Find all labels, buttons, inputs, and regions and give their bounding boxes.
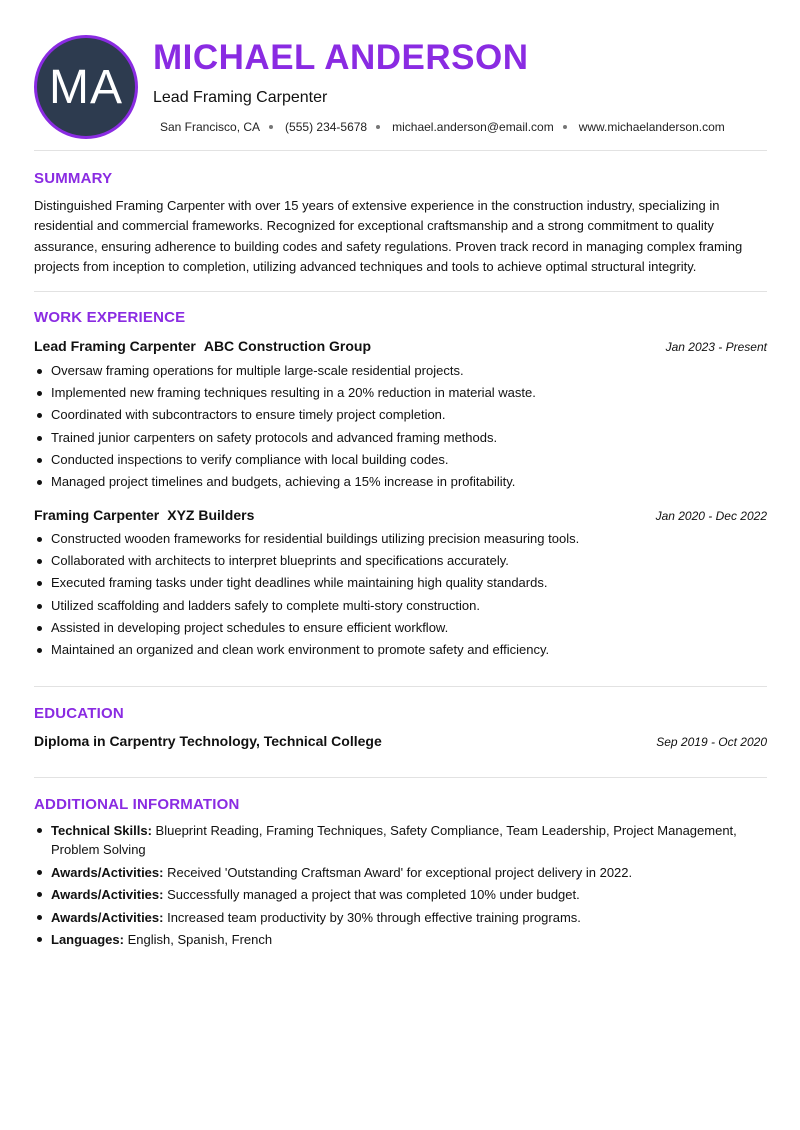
job-company: XYZ Builders — [167, 507, 255, 523]
item-text: Successfully managed a project that was completed 10% under budget. — [167, 887, 580, 902]
education-heading: EDUCATION — [34, 705, 124, 722]
job-bullets — [34, 528, 767, 661]
job-bullets — [34, 360, 767, 493]
job-header — [34, 338, 767, 354]
job-dates: Jan 2023 - Present — [665, 340, 767, 354]
divider — [34, 686, 767, 687]
item-text: Increased team productivity by 30% through effective training programs. — [167, 909, 581, 925]
education-degree: Diploma in Carpentry Technology, Technical College — [34, 733, 382, 749]
contact-phone: (555) 234-5678 — [285, 120, 368, 134]
separator-dot-icon — [376, 125, 380, 129]
summary-heading: SUMMARY — [34, 170, 113, 187]
job-role-company — [34, 507, 254, 523]
item-text: Received 'Outstanding Craftsman Award' for exceptional project delivery in 2022. — [167, 864, 633, 880]
candidate-name: MICHAEL ANDERSON — [153, 38, 529, 77]
work-experience-heading: WORK EXPERIENCE — [34, 309, 186, 326]
list-item: Implemented new framing techniques resulting in a 20% reduction in material waste. — [34, 382, 767, 404]
list-item: Constructed wooden frameworks for residential buildings utilizing precision measuring tools. — [34, 528, 767, 550]
list-item: Trained junior carpenters on safety protocols and advanced framing methods. — [34, 427, 767, 449]
item-label: Awards/Activities: — [51, 887, 164, 902]
avatar — [34, 35, 138, 139]
job-role-company — [34, 338, 371, 354]
divider — [34, 777, 767, 778]
list-item: Oversaw framing operations for multiple large-scale residential projects. — [34, 360, 767, 382]
education-dates: Sep 2019 - Oct 2020 — [656, 735, 767, 749]
additional-info-heading: ADDITIONAL INFORMATION — [34, 796, 240, 813]
contact-email[interactable]: michael.anderson@email.com — [392, 120, 554, 134]
job-role: Framing Carpenter — [34, 507, 160, 523]
job-title: Lead Framing Carpenter — [153, 89, 328, 106]
summary-text: Distinguished Framing Carpenter with over 15 years of extensive experience in the construction industry, specializing in residential and commercial frameworks. Recognized for exceptional craftsmanship and a strong commitment to quality assurance, ensuring adherence to building codes and safety regulations. Proven track record in managing complex framing projects from inception to completion, utilizing advanced techniques and tools to achieve optimal structural integrity. — [34, 198, 743, 275]
contact-location: San Francisco, CA — [160, 120, 261, 134]
list-item — [34, 930, 767, 949]
separator-dot-icon — [563, 125, 567, 129]
contact-row — [160, 120, 725, 134]
job-role: Lead Framing Carpenter — [34, 338, 196, 354]
separator-dot-icon — [269, 125, 273, 129]
list-item — [34, 821, 767, 859]
divider — [34, 150, 767, 151]
education-entry — [34, 733, 767, 749]
item-label: Awards/Activities: — [51, 864, 164, 880]
job-dates: Jan 2020 - Dec 2022 — [655, 509, 767, 523]
avatar-initials: MA — [49, 60, 123, 114]
list-item — [34, 885, 767, 904]
additional-info-list — [34, 821, 767, 953]
item-label: Awards/Activities: — [51, 909, 164, 925]
contact-website[interactable]: www.michaelanderson.com — [578, 120, 725, 134]
job-header — [34, 507, 767, 523]
list-item: Coordinated with subcontractors to ensure timely project completion. — [34, 404, 767, 426]
item-label: Languages: — [51, 932, 124, 947]
job-company: ABC Construction Group — [203, 338, 372, 354]
item-text: Blueprint Reading, Framing Techniques, Safety Compliance, Team Leadership, Project Management, Problem Solving — [51, 823, 737, 857]
divider — [34, 291, 767, 292]
list-item — [34, 863, 767, 882]
list-item: Executed framing tasks under tight deadlines while maintaining high quality standards. — [34, 572, 767, 594]
list-item: Collaborated with architects to interpret blueprints and specifications accurately. — [34, 550, 767, 572]
list-item: Assisted in developing project schedules to ensure efficient workflow. — [34, 617, 767, 639]
list-item — [34, 908, 767, 927]
list-item: Conducted inspections to verify compliance with local building codes. — [34, 449, 767, 471]
item-label: Technical Skills: — [51, 823, 152, 838]
list-item: Utilized scaffolding and ladders safely to complete multi-story construction. — [34, 595, 767, 617]
list-item: Managed project timelines and budgets, achieving a 15% increase in profitability. — [34, 471, 767, 493]
list-item: Maintained an organized and clean work environment to promote safety and efficiency. — [34, 639, 767, 661]
item-text: English, Spanish, French — [127, 932, 273, 947]
